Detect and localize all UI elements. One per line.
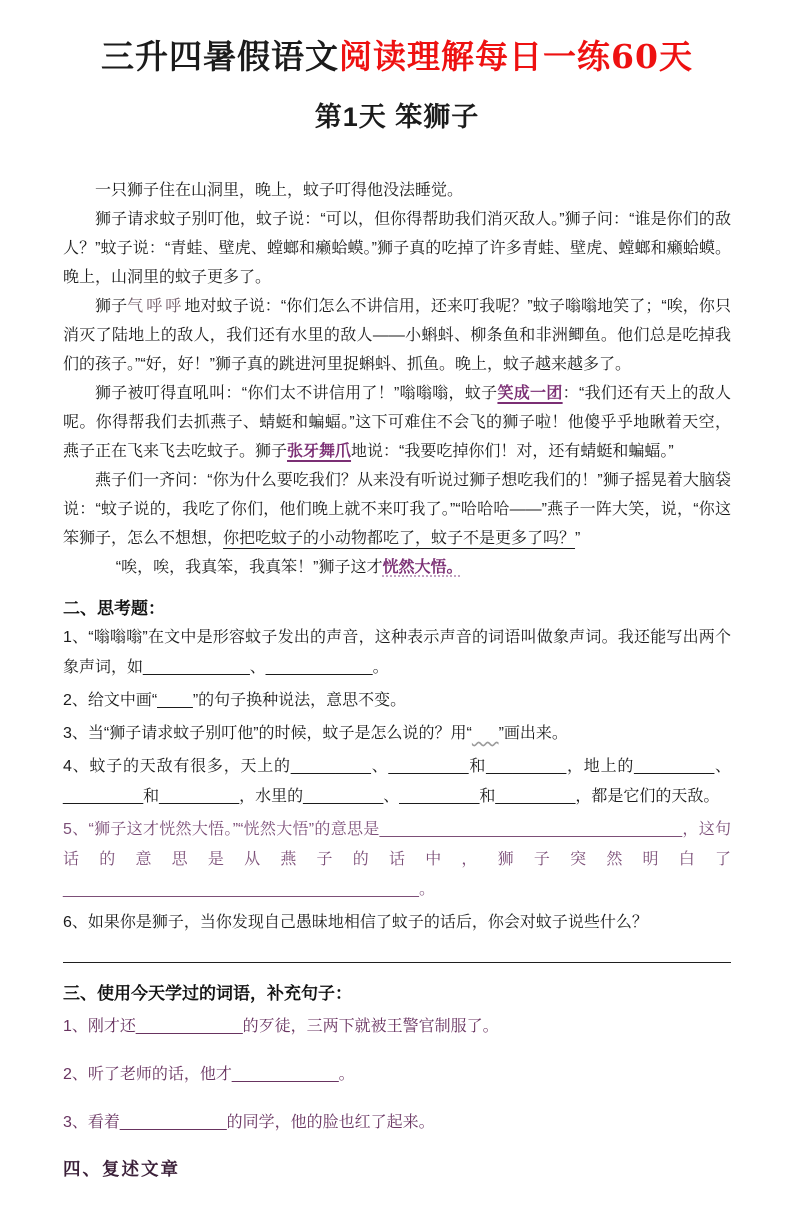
section-think-questions — [63, 594, 731, 938]
text-segment: 1、“嗡嗡嗡”在文中是形容蚊子发出的声音，这种表示声音的词语叫做象声词。我还能写出两个象声词，如____________、____________。 — [63, 628, 731, 676]
section4-heading: 四、复述文章 — [63, 1158, 180, 1179]
sentence-item-3 — [63, 1108, 731, 1138]
section-sentence-completion — [63, 979, 731, 1138]
text-segment: 燕子们一齐问：“你为什么要吃我们？从来没有听说过狮子想吃我们的！”狮子摇晃着大脑袋说：“蚊子说的，我吃了你们，他们晚上就不来叮我了。”“哈哈哈——”燕子一阵大笑，说，“你这笨狮子，怎么不想想， — [63, 471, 731, 547]
text-segment: 4、蚊子的天敌有很多，天上的_________、_________和_________，地上的_________、_________和_________，水里的_________、_________和_________，都是它们的天敌。 — [63, 757, 731, 805]
text-segment: 狮子 — [95, 297, 128, 315]
title-part-black: 三升四暑假语文 — [101, 37, 340, 76]
story-paragraph-1 — [63, 176, 731, 205]
story-text — [63, 176, 731, 582]
text-segment: 气呼呼 — [127, 297, 185, 315]
text-segment: 5、“狮子这才恍然大悟。”“恍然大悟”的意思是__________________________________，这句话的意思是从燕子的话中，狮子突然明白了________________________________________。 — [63, 820, 731, 898]
text-segment: 2、听了老师的话，他才____________。 — [63, 1065, 355, 1083]
question-6 — [63, 908, 731, 938]
text-segment: 张牙舞爪 — [287, 442, 352, 460]
page-title — [63, 36, 731, 79]
section3-heading: 三、使用今天学过的词语，补充句子： — [63, 983, 352, 1003]
question-3 — [63, 719, 731, 749]
text-segment: 地说：“我要吃掉你们！对，还有蜻蜓和蝙蝠。” — [351, 442, 674, 460]
text-segment: 3、看着____________的同学，他的脸也红了起来。 — [63, 1113, 435, 1131]
text-segment: 1、刚才还____________的歹徒，三两下就被王警官制服了。 — [63, 1017, 499, 1035]
text-segment: 笑成一团 — [497, 384, 563, 402]
text-segment: 狮子请求蚊子别叮他，蚊子说：“可以，但你得帮助我们消灭敌人。”狮子问：“谁是你们的敌人？”蚊子说：“青蛙、壁虎、螳螂和癞蛤蟆。”狮子真的吃掉了许多青蛙、壁虎、螳螂和癞蛤蟆。晚上，山洞里的蚊子更多了。 — [63, 210, 731, 286]
text-segment: 你把吃蚊子的小动物都吃了，蚊子不是更多了吗？ — [223, 529, 576, 547]
story-paragraph-3 — [63, 292, 731, 379]
sentence-item-2 — [63, 1060, 731, 1090]
story-paragraph-4 — [63, 379, 731, 466]
section2-heading: 二、思考题： — [63, 598, 165, 618]
text-segment: ” — [575, 529, 581, 547]
text-segment: ：“我们还有天上的敌人呢。你得帮我们去抓燕子、蜻蜓和蝙蝠。”这下可难住不会飞的狮子啦！他傻乎乎地瞅着天空，燕子正在飞来飞去吃蚊子。狮子 — [63, 384, 731, 460]
title-part-red: 阅读理解每日一练60天 — [339, 37, 693, 76]
story-paragraph-2 — [63, 205, 731, 292]
question-2 — [63, 686, 731, 716]
sentence-item-1 — [63, 1012, 731, 1042]
text-segment — [472, 725, 499, 742]
story-paragraph-5 — [63, 466, 731, 553]
text-segment: 6、如果你是狮子，当你发现自己愚昧地相信了蚊子的话后，你会对蚊子说些什么？ — [63, 913, 648, 931]
text-segment: 狮子被叮得直吼叫：“你们太不讲信用了！”嗡嗡嗡，蚊子 — [95, 384, 498, 402]
text-segment: 2、给文中画“____”的句子换种说法，意思不变。 — [63, 691, 407, 709]
text-segment: 地对蚊子说：“你们怎么不讲信用，还来叮我呢？”蚊子嗡嗡地笑了；“唉，你只消灭了陆地上的敌人，我们还有水里的敌人——小蝌蚪、柳条鱼和非洲鲫鱼。他们总是吃掉我们的孩子。”“好，好！”狮子真的跳进河里捉蝌蚪、抓鱼。晚上，蚊子越来越多了。 — [63, 297, 731, 373]
text-segment: 一只狮子住在山洞里，晚上，蚊子叮得他没法睡觉。 — [95, 181, 464, 199]
question-5 — [63, 815, 731, 905]
text-segment: ”画出来。 — [498, 724, 568, 742]
section-divider — [63, 962, 731, 963]
question-4 — [63, 752, 731, 812]
question-1 — [63, 623, 731, 683]
text-segment: “唉，唉，我真笨，我真笨！”狮子这才 — [115, 558, 383, 576]
text-segment: 恍然大悟。 — [382, 558, 463, 576]
text-segment: 3、当“狮子请求蚊子别叮他”的时候，蚊子是怎么说的？用“ — [63, 724, 472, 742]
story-paragraph-6 — [63, 553, 731, 582]
day-heading: 第1天 笨狮子 — [314, 101, 480, 132]
